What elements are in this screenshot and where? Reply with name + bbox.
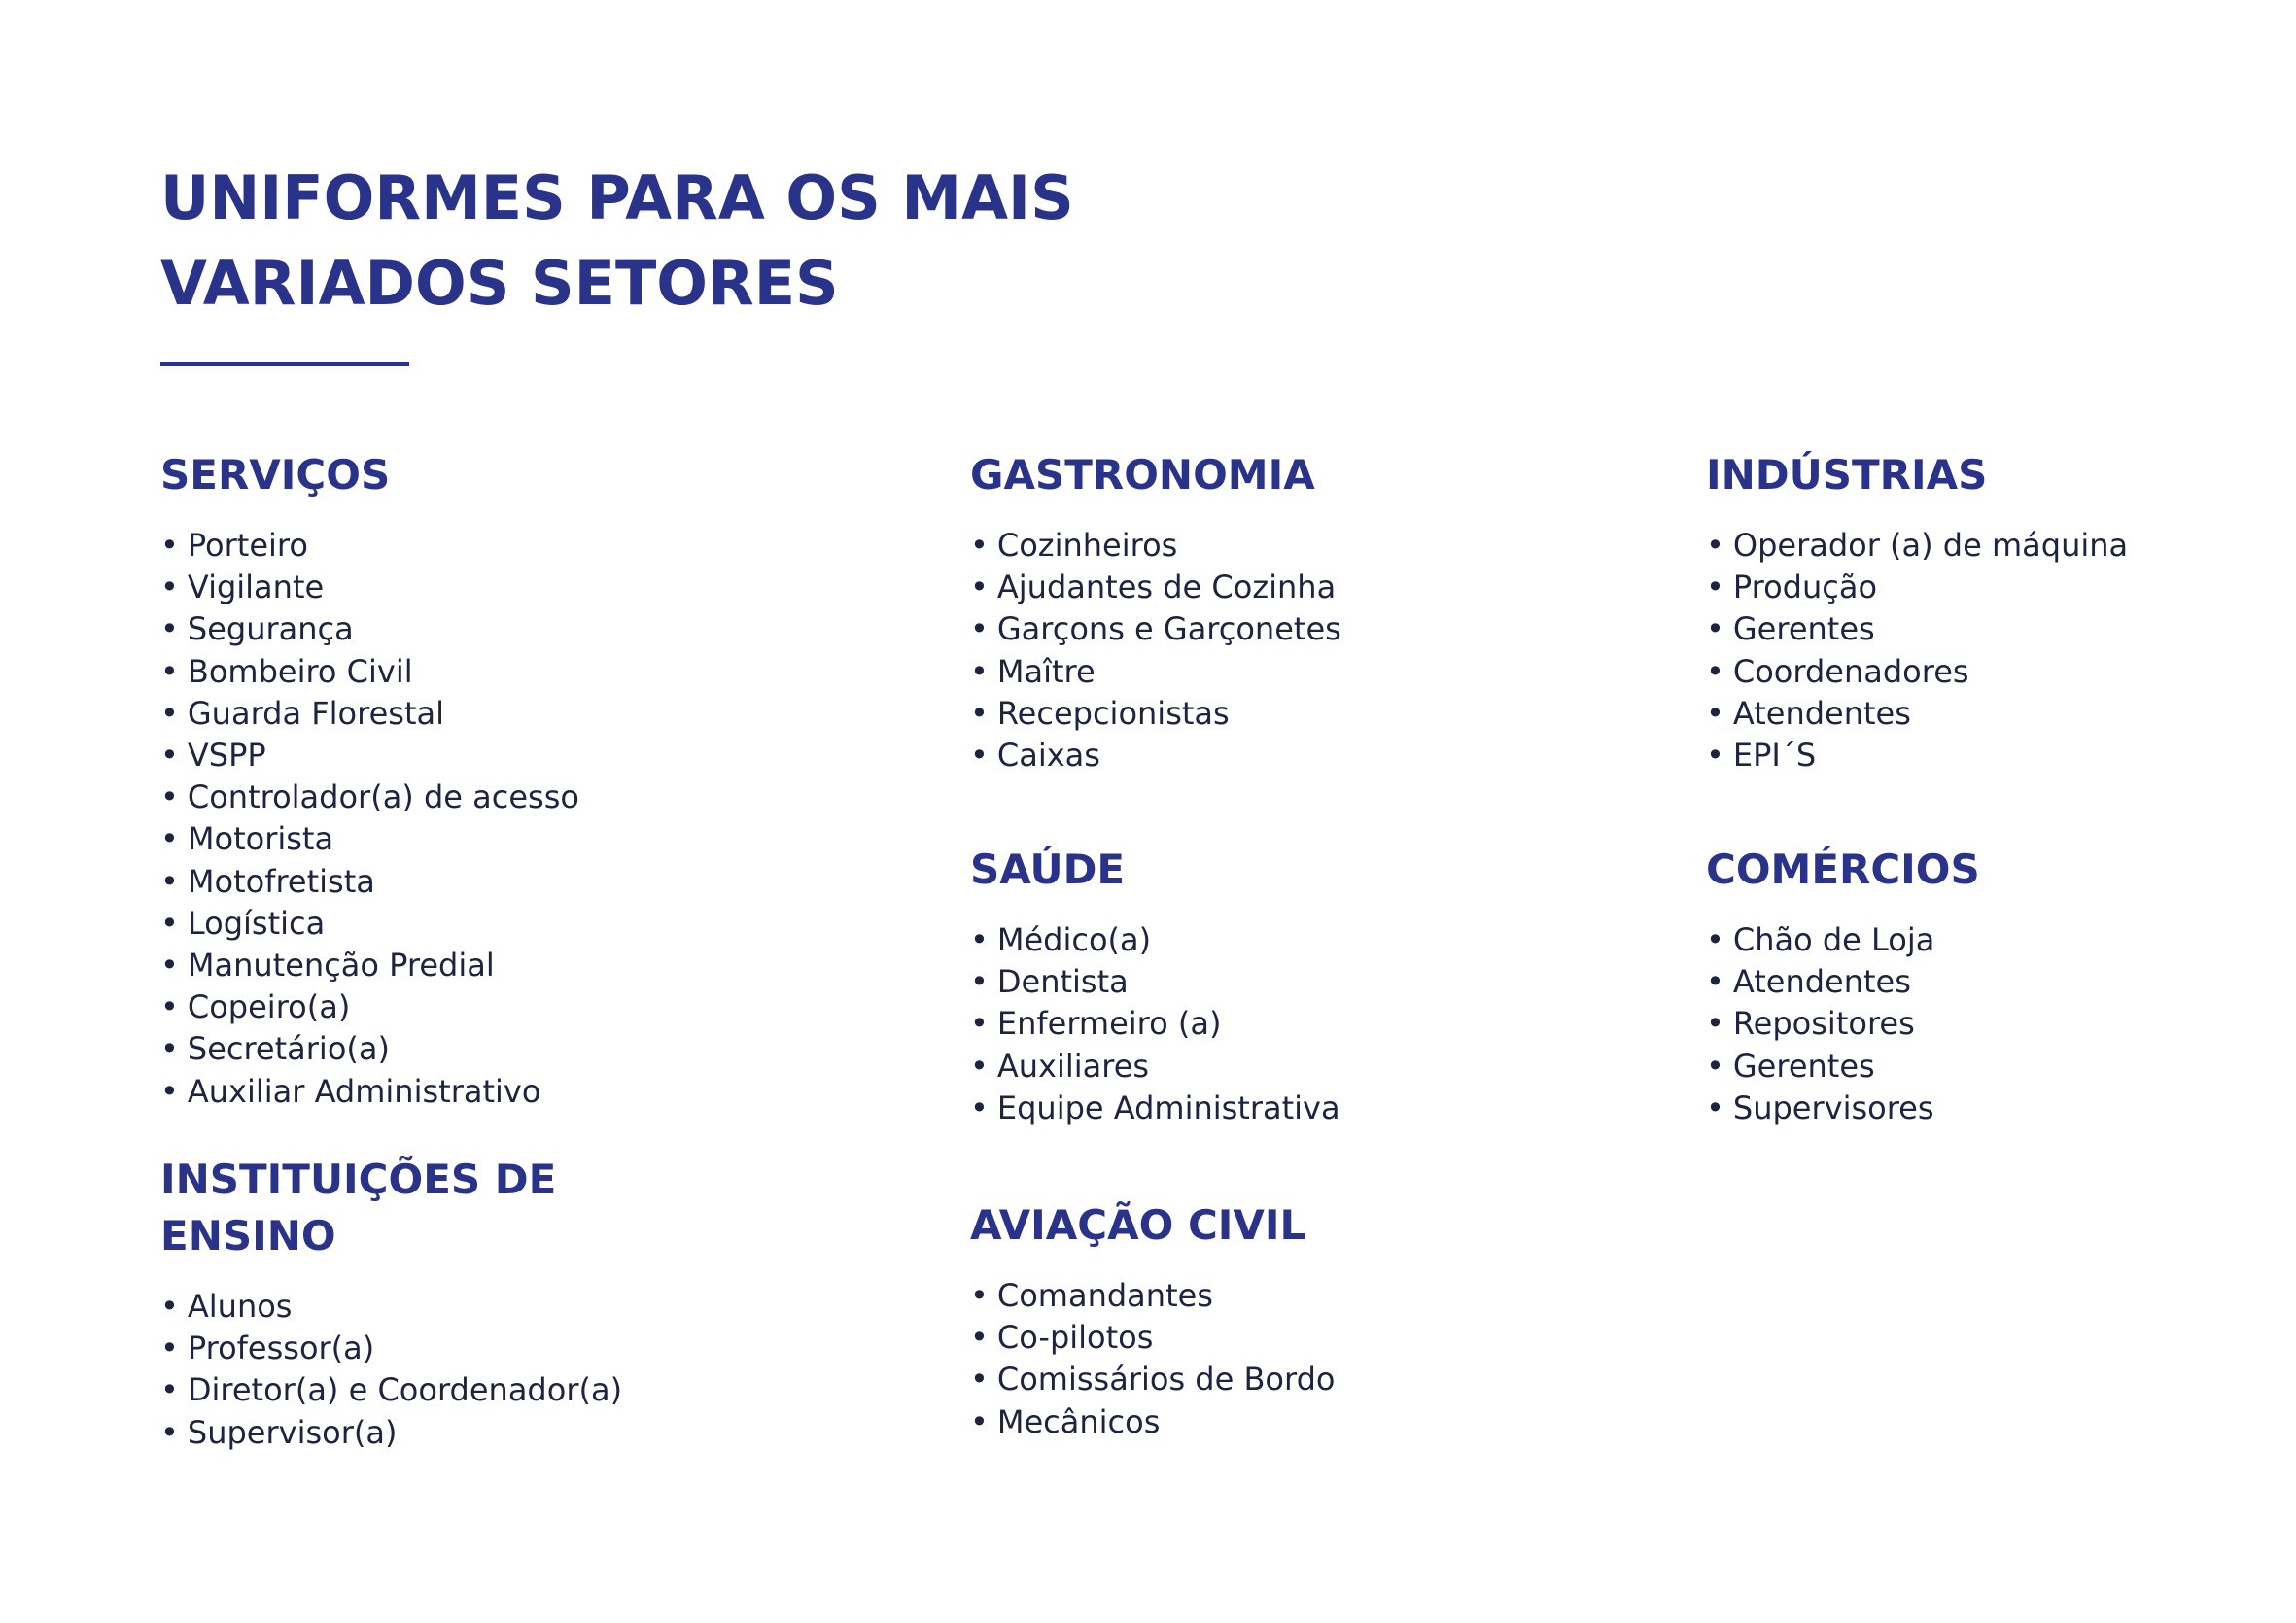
list-item: • Médico(a) xyxy=(970,919,1670,961)
list-item: • Produção xyxy=(1706,567,2296,608)
title-underline-divider xyxy=(160,362,409,366)
page-title xyxy=(160,155,1230,327)
list-item: • Alunos xyxy=(160,1286,860,1328)
list-item: • Diretor(a) e Coordenador(a) xyxy=(160,1369,860,1411)
list-item: • Auxiliares xyxy=(970,1046,1670,1088)
section-heading-aviacao-civil: AVIAÇÃO CIVIL xyxy=(970,1201,1306,1249)
section-industrias xyxy=(1706,447,2296,777)
list-item: • Copeiro(a) xyxy=(160,986,860,1028)
list-item: • Vigilante xyxy=(160,567,860,608)
list-item: • Chão de Loja xyxy=(1706,919,2296,961)
list-item: • Enfermeiro (a) xyxy=(970,1003,1670,1045)
list-item: • Ajudantes de Cozinha xyxy=(970,567,1670,608)
list-item: • Repositores xyxy=(1706,1003,2296,1045)
list-comercios xyxy=(1706,919,2296,1129)
page-title-line-1: UNIFORMES PARA OS MAIS xyxy=(160,162,1074,233)
list-gastronomia xyxy=(970,525,1670,777)
list-item: • Controlador(a) de acesso xyxy=(160,777,860,818)
list-item: • Supervisor(a) xyxy=(160,1412,860,1454)
list-item: • Dentista xyxy=(970,961,1670,1003)
list-industrias xyxy=(1706,525,2296,777)
section-servicos xyxy=(160,447,860,1113)
list-saude xyxy=(970,919,1670,1129)
list-item: • Atendentes xyxy=(1706,693,2296,735)
list-item: • Supervisores xyxy=(1706,1088,2296,1129)
list-item: • Coordenadores xyxy=(1706,651,2296,693)
section-aviacao-civil xyxy=(970,1197,1670,1443)
list-item: • Garçons e Garçonetes xyxy=(970,608,1670,650)
section-gastronomia xyxy=(970,447,1670,777)
list-item: • Atendentes xyxy=(1706,961,2296,1003)
list-item: • Gerentes xyxy=(1706,608,2296,650)
list-item: • Bombeiro Civil xyxy=(160,651,860,693)
list-item: • Comandantes xyxy=(970,1275,1670,1317)
section-heading-line-1: INSTITUIÇÕES DE xyxy=(160,1156,557,1203)
section-heading-instituicoes-de-ensino xyxy=(160,1152,860,1264)
list-item: • Comissários de Bordo xyxy=(970,1359,1670,1400)
list-item: • Motofretista xyxy=(160,861,860,903)
list-item: • Secretário(a) xyxy=(160,1028,860,1070)
section-comercios xyxy=(1706,842,2296,1129)
list-item: • Maître xyxy=(970,651,1670,693)
section-instituicoes-de-ensino xyxy=(160,1152,860,1454)
section-heading-line-2: ENSINO xyxy=(160,1212,336,1260)
section-heading-gastronomia: GASTRONOMIA xyxy=(970,451,1315,499)
list-item: • EPI´S xyxy=(1706,735,2296,777)
list-item: • Cozinheiros xyxy=(970,525,1670,567)
list-item: • VSPP xyxy=(160,735,860,777)
list-item: • Porteiro xyxy=(160,525,860,567)
list-item: • Co-pilotos xyxy=(970,1317,1670,1359)
section-heading-saude: SAÚDE xyxy=(970,846,1126,893)
section-heading-servicos: SERVIÇOS xyxy=(160,451,391,499)
list-aviacao-civil xyxy=(970,1275,1670,1443)
list-item: • Segurança xyxy=(160,608,860,650)
list-item: • Operador (a) de máquina xyxy=(1706,525,2296,567)
list-item: • Logística xyxy=(160,903,860,945)
list-item: • Caixas xyxy=(970,735,1670,777)
list-servicos xyxy=(160,525,860,1113)
list-item: • Auxiliar Administrativo xyxy=(160,1071,860,1113)
list-instituicoes-de-ensino xyxy=(160,1286,860,1454)
list-item: • Equipe Administrativa xyxy=(970,1088,1670,1129)
section-heading-industrias: INDÚSTRIAS xyxy=(1706,451,1988,499)
page-title-line-2: VARIADOS SETORES xyxy=(160,248,839,319)
list-item: • Manutenção Predial xyxy=(160,945,860,986)
section-heading-comercios: COMÉRCIOS xyxy=(1706,846,1980,893)
list-item: • Recepcionistas xyxy=(970,693,1670,735)
list-item: • Mecânicos xyxy=(970,1401,1670,1443)
section-saude xyxy=(970,842,1670,1129)
list-item: • Gerentes xyxy=(1706,1046,2296,1088)
list-item: • Motorista xyxy=(160,818,860,860)
list-item: • Professor(a) xyxy=(160,1328,860,1369)
list-item: • Guarda Florestal xyxy=(160,693,860,735)
